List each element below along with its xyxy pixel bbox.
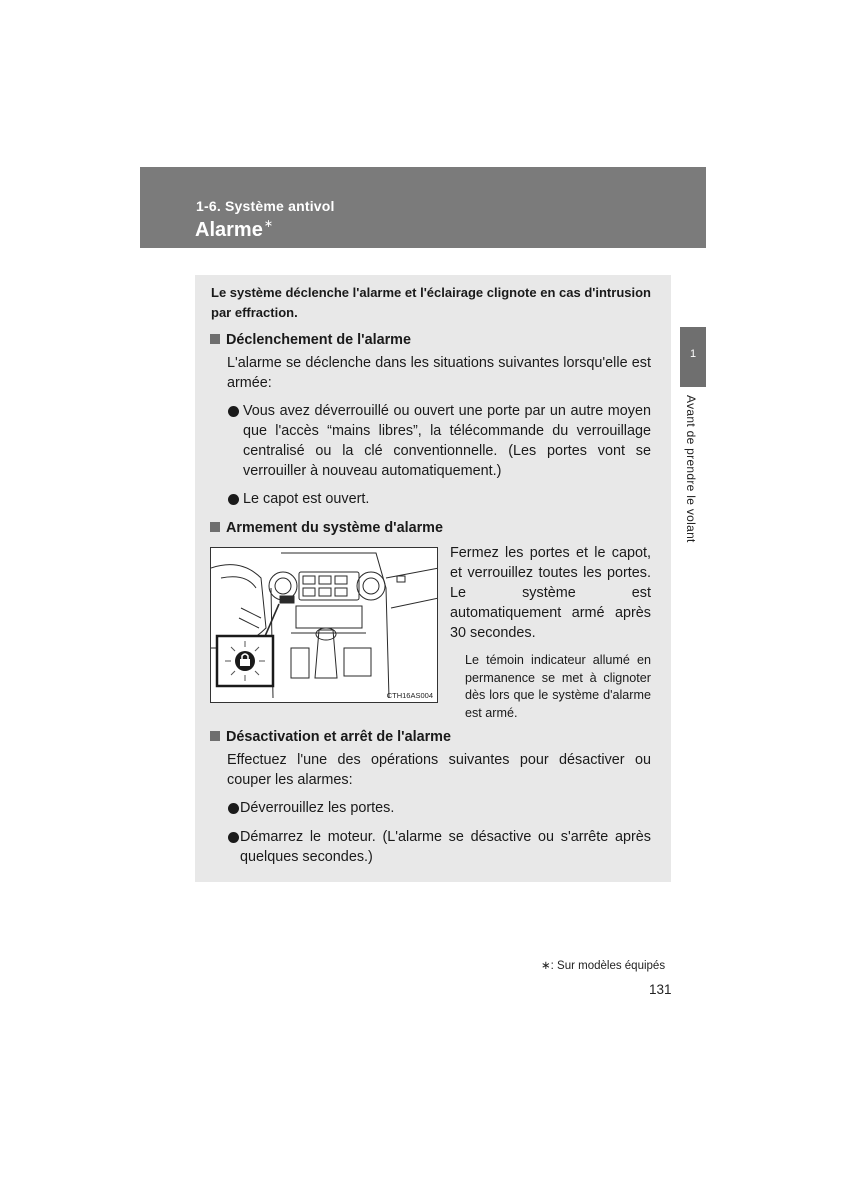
arming-note: Le témoin indicateur allumé en permanence se met à clignoter dès lors que le système d'alarme est armé. — [465, 653, 651, 720]
heading-text: Désactivation et arrêt de l'alarme — [226, 729, 451, 745]
footnote: ∗: Sur modèles équipés — [541, 960, 666, 972]
bullet-icon — [228, 832, 239, 843]
page-title — [195, 217, 273, 242]
title-asterisk: ∗ — [263, 218, 274, 230]
section-label: 1-6. Système antivol — [196, 198, 335, 214]
section-text: L'alarme se déclenche dans les situations suivantes lorsqu'elle est armée: — [227, 355, 651, 391]
dashboard-illustration — [210, 547, 438, 703]
section-heading-arming — [210, 518, 443, 538]
list-item: Déverrouillez les portes. — [240, 800, 395, 816]
page-number: 131 — [649, 982, 672, 997]
dashboard-drawing — [211, 548, 438, 703]
bullet-icon — [228, 406, 239, 417]
intro-text: Le système déclenche l'alarme et l'éclairage clignote en cas d'intrusion par effraction. — [211, 285, 651, 320]
chapter-header — [140, 167, 706, 248]
square-bullet-icon — [210, 334, 220, 344]
square-bullet-icon — [210, 522, 220, 532]
square-bullet-icon — [210, 731, 220, 741]
section-text: Effectuez l'une des opérations suivantes pour désactiver ou couper les alarmes: — [227, 752, 651, 788]
arming-text: Fermez les portes et le capot, et verrouillez toutes les portes. Le système est automatiquement armé après 30 secondes. — [450, 545, 651, 641]
section-heading-deactivation — [210, 727, 451, 747]
title-text: Alarme — [195, 219, 263, 241]
bullet-icon — [228, 803, 239, 814]
list-item: Démarrez le moteur. (L'alarme se désactive ou s'arrête après quelques secondes.) — [240, 829, 651, 865]
section-heading-triggering — [210, 330, 411, 350]
heading-text: Armement du système d'alarme — [226, 520, 443, 536]
list-item: Vous avez déverrouillé ou ouvert une porte par un autre moyen que l'accès “mains libres”, la télécommande du verrouillage centralisé ou la clé conventionnelle. (Les portes vont se verrouiller à nouveau automatiquement.) — [243, 403, 651, 479]
chapter-tab: 1 — [680, 327, 706, 387]
chapter-tab-label: Avant de prendre le volant — [684, 395, 698, 543]
bullet-icon — [228, 494, 239, 505]
heading-text: Déclenchement de l'alarme — [226, 332, 411, 348]
list-item: Le capot est ouvert. — [243, 491, 370, 507]
content-box — [195, 275, 671, 882]
figure-code: CTH16AS004 — [386, 691, 433, 700]
